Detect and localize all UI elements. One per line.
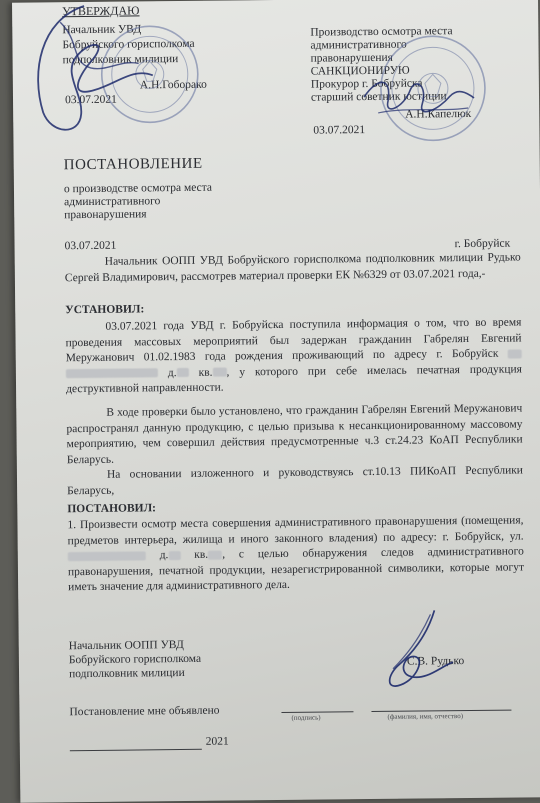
subject-line-3: правонарушения <box>64 208 147 222</box>
sanction-signature-icon <box>358 56 479 137</box>
paragraph-1-text-b: у которого при себе имелась печатная продукция деструктивной направленности. <box>66 362 522 396</box>
resolved-heading: ПОСТАНОВИЛ: <box>67 502 157 516</box>
paragraph-3: На основании изложенного и руководствуясь ст.10.13 ПИКоАП Республики Беларусь, <box>67 464 524 497</box>
resolution-item-1: 1. Произвести осмотр места совершения административного правонарушения (помещения, предметов интерьера, жилища и иного законного владения) по адресу: г. Бобруйск, ул. д. кв. , с целью обнаружения следов административного правонарушения, печатной продукции, незарегистрированной символики, которые могут иметь значение для административного дела. <box>67 514 525 594</box>
document-title: ПОСТАНОВЛЕНИЕ <box>63 155 203 174</box>
sanction-line-3: правонарушения <box>310 51 393 65</box>
redacted-flat <box>212 368 226 377</box>
redacted-item-street <box>68 551 146 561</box>
sanction-date: 03.07.2021 <box>313 124 366 137</box>
paragraph-1-house: д. <box>167 366 177 379</box>
approve-name: А.Н.Гоборако <box>139 78 207 92</box>
item-1-text-b: с целью обнаружения следов административного правонарушения, печатной продукции, незарегистрированной символики, которые могут иметь значение для административного дела. <box>67 545 525 594</box>
signer-name: С.В. Рудько <box>406 655 465 668</box>
established-heading: УСТАНОВИЛ: <box>65 303 145 317</box>
redacted-house <box>177 368 189 377</box>
notice-label: Постановление мне объявлено <box>69 704 220 719</box>
paragraph-2: В ходе проверки было установлено, что гражданин Габрелян Евгений Меружанович распространял данную продукцию, с целью призыва к несанкционированному массовому мероприятию, чем совершил действия предусмотренные ч.3 ст.24.23 КоАП Республики Беларусь. <box>66 402 523 466</box>
sanction-line-5: Прокурор г. Бобруйска <box>310 77 423 91</box>
item-1-text-a: 1. Произвести осмотр места совершения административного правонарушения (помещения, предметов интерьера, жилища и иного законного владения) по адресу: г. Бобруйск, ул. <box>67 514 524 547</box>
signer-line-3: подполковник милиции <box>68 666 185 681</box>
notice-year: 2021 <box>205 735 229 748</box>
notice-name-caption: (фамилия, имя, отчество) <box>387 712 464 721</box>
document-page <box>12 0 540 803</box>
item-1-flat: кв. <box>194 548 209 561</box>
redacted-item-flat <box>208 550 222 559</box>
sanction-name: А.Н.Капелюк <box>405 107 472 121</box>
signer-signature-icon <box>370 606 471 697</box>
approve-date: 03.07.2021 <box>64 93 117 107</box>
approve-position-3: подполковник милиции <box>62 53 179 67</box>
signer-line-1: Начальник ООПП УВД <box>68 638 184 653</box>
sanction-stamp: САНКЦИОНИРУЮ <box>310 64 410 78</box>
approve-position-1: Начальник УВД <box>62 23 142 37</box>
approve-position-2: Бобруйского горисполкома <box>62 37 195 52</box>
redacted-street-name <box>66 369 158 379</box>
sanction-line-6: старший советник юстиции <box>310 90 447 104</box>
intro-paragraph: Начальник ООПП УВД Бобруйского горисполкома подполковник милиции Рудько Сергей Владимирович, рассмотрев материал проверки ЕК №6329 от 03.07.2021 года,- <box>64 251 521 284</box>
redacted-item-house <box>168 551 180 560</box>
notice-date-line <box>70 749 202 751</box>
notice-signature-caption: (подпись) <box>291 713 321 722</box>
sanction-line-2: административного <box>310 38 407 52</box>
signer-line-2: Бобруйского горисполкома <box>68 652 202 667</box>
redacted-street <box>508 349 522 358</box>
document-date: 03.07.2021 <box>64 239 117 253</box>
subject-line-1: о производстве осмотра места <box>63 181 213 196</box>
approve-stamp: УТВЕРЖДАЮ <box>62 3 140 19</box>
item-1-house: д. <box>159 549 169 562</box>
paragraph-1-text-a: 03.07.2021 года УВД г. Бобруйска поступила информация о том, что во время проведения массовых мероприятий был задержан гражданин Габрелян Евгений Меружанович 01.02.1983 года рождения проживающий по адресу г. Бобруйск <box>65 316 522 365</box>
sanction-line-1: Производство осмотра места <box>310 25 453 39</box>
document-city: г. Бобруйск <box>454 237 511 251</box>
subject-line-2: административного <box>64 195 161 209</box>
approve-signature-icon <box>20 1 161 142</box>
paragraph-1-flat: кв. <box>198 366 213 379</box>
paragraph-1: 03.07.2021 года УВД г. Бобруйска поступила информация о том, что во время проведения массовых мероприятий был задержан гражданин Габрелян Евгений Меружанович 01.02.1983 года рождения проживающий по адресу г. Бобруйск д. кв. , у которого при себе имелась печатная продукция деструктивной направленности. <box>65 316 522 396</box>
